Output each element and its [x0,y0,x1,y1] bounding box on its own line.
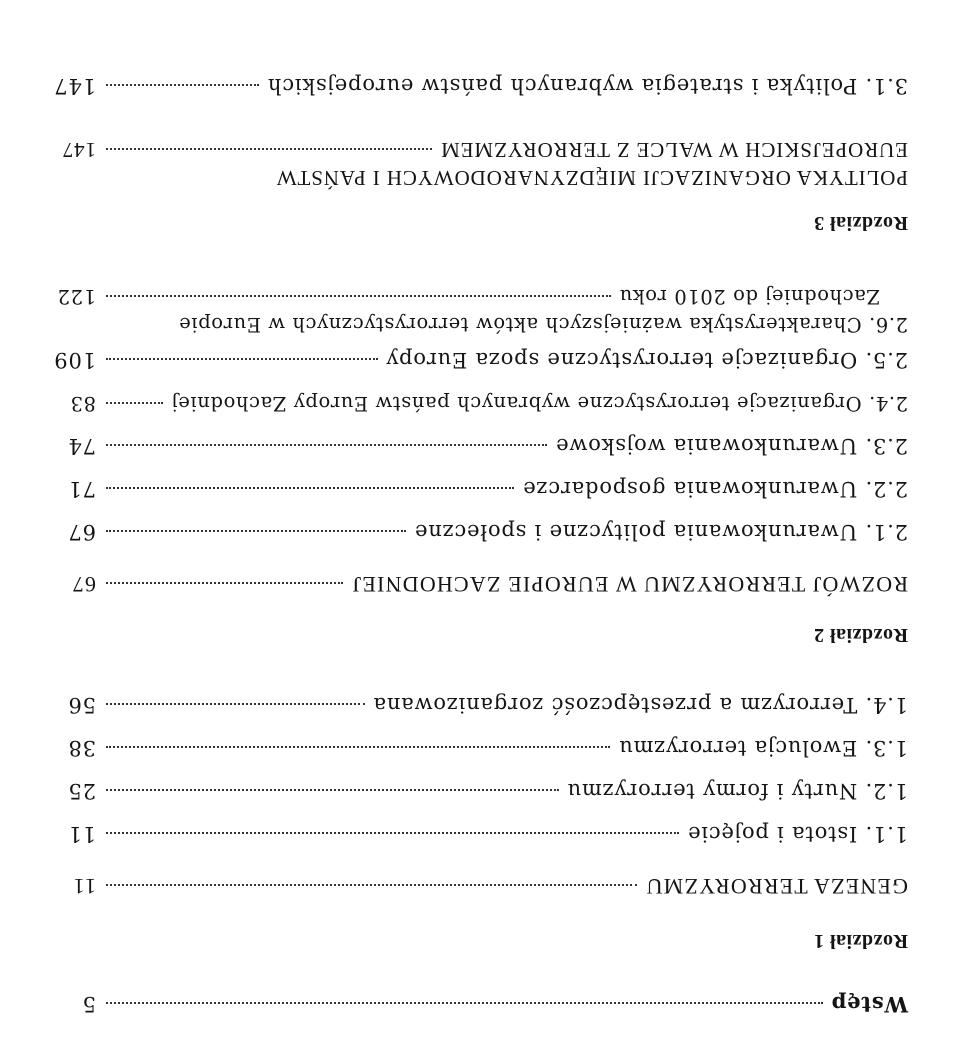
toc-entry-title: 1.4. Terroryzm a przestępczość zorganizowana [372,693,908,717]
toc-entry-title: 1.3. Ewolucja terroryzmu [618,736,908,760]
leader-dots [106,444,547,446]
toc-entry-2-5[interactable] [53,346,908,374]
toc-entry-2-1[interactable] [56,518,908,546]
toc-page-number: 147 [61,138,96,162]
toc-page-number: 67 [67,520,96,544]
toc-page-number: 83 [69,392,96,415]
toc-entry-2-3[interactable] [56,432,908,460]
toc-entry-3-1[interactable] [53,72,908,100]
toc-page-number: 11 [72,874,96,899]
toc-entry-1-2[interactable] [56,777,908,805]
toc-entry-title: 1.1. Istota i pojęcie [687,822,908,846]
toc-page-number: 147 [53,74,96,98]
toc-page-number: 74 [67,434,96,458]
toc-entry-2-4[interactable] [56,389,908,417]
toc-chapter-2[interactable] [56,570,908,598]
leader-dots [106,487,514,489]
toc-entry-intro[interactable] [56,990,908,1018]
toc-entry-title: 2.1. Uwarunkowania polityczne i społeczne [414,520,908,544]
toc-page-number: 38 [67,736,96,760]
toc-entry-title: 2.6. Charakterystyka ważniejszych aktów terrorystycznych w Europie [178,313,908,336]
leader-dots [106,295,611,297]
toc-entry-title: 2.4. Organizacje terrorystyczne wybranych państw Europy Zachodniej [171,392,908,415]
leader-dots [106,789,559,791]
toc-page-number: 67 [71,572,96,597]
toc-entry-1-3[interactable] [56,734,908,762]
toc-entry-title: Wstęp [830,992,908,1017]
leader-dots [106,746,610,748]
toc-entry-1-1[interactable] [56,820,908,848]
leader-dots [106,703,365,705]
toc-entry-2-6[interactable] [56,282,908,338]
toc-entry-title: 2.2. Uwarunkowania gospodarcze [522,477,908,501]
leader-dots [106,402,163,404]
toc-page-number: 71 [67,477,96,501]
toc-chapter-title: GENEZA TERRORYZMU [645,874,908,899]
leader-dots [106,884,637,886]
toc-chapter-title-continued: EUROPEJSKICH W WALCE Z TERRORYZMEM [440,138,908,162]
toc-entry-title-continued: Zachodniej do 2010 roku [619,285,880,308]
toc-entry-1-4[interactable] [56,691,908,719]
toc-chapter-1[interactable] [56,872,908,900]
leader-dots [106,84,259,86]
chapter-label-1: Rozdział 1 [813,930,908,952]
toc-chapter-title: ROZWÓJ TERRORYZMU W EUROPIE ZACHODNIEJ [351,572,908,597]
toc-page-number: 56 [67,693,96,717]
leader-dots [106,148,432,150]
toc-entry-title: 1.2. Nurty i formy terroryzmu [566,779,908,803]
toc-chapter-3[interactable] [56,136,908,192]
toc-entry-title: 2.5. Organizacje terrorystyczne spoza Europy [385,348,908,372]
toc-entry-title: 3.1. Polityka i strategia wybranych państw europejskich [267,74,908,98]
leader-dots [106,530,406,532]
toc-page-number: 5 [81,992,96,1016]
leader-dots [106,358,378,360]
toc-entry-title: 2.3. Uwarunkowania wojskowe [555,434,908,458]
toc-chapter-title: POLITYKA ORGANIZACJI MIĘDZYNARODOWYCH I PAŃSTW [275,166,908,190]
toc-page-number: 25 [67,779,96,803]
chapter-label-2: Rozdział 2 [813,624,908,646]
leader-dots [106,832,679,834]
toc-entry-2-2[interactable] [56,475,908,503]
toc-page-number: 122 [56,285,96,308]
toc-page-number: 109 [53,348,96,372]
toc-page-number: 11 [67,822,96,846]
leader-dots [106,1002,823,1004]
chapter-label-3: Rozdział 3 [813,212,908,234]
leader-dots [106,582,344,584]
